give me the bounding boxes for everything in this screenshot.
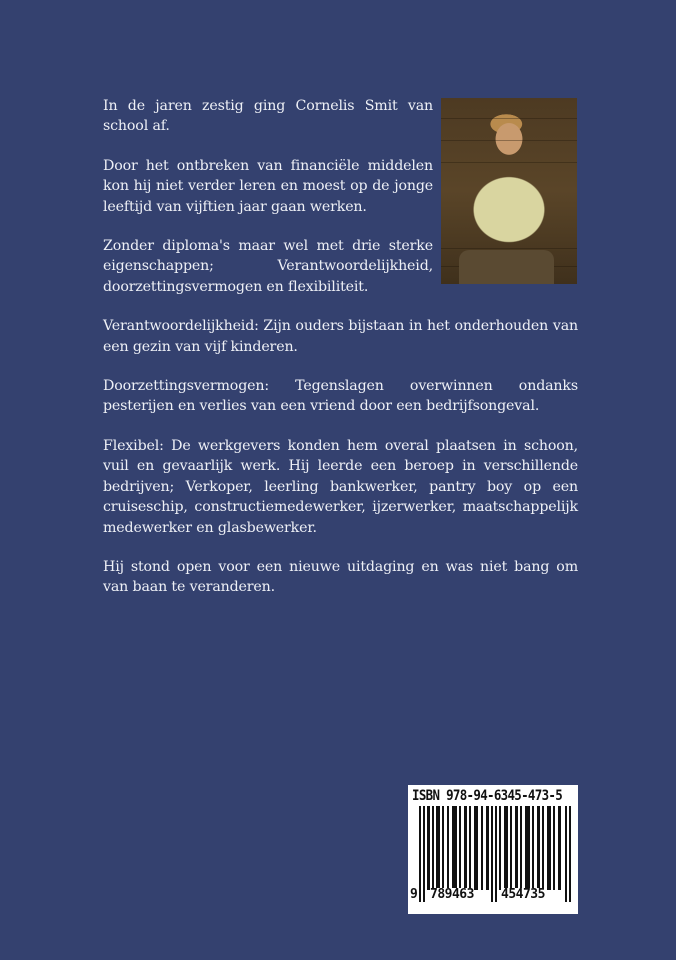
paragraph-responsibility: Verantwoordelijkheid: Zijn ouders bijstaan in het onderhouden van een gezin van vijf kinderen. xyxy=(103,318,578,355)
author-photo xyxy=(441,98,577,284)
photo-legs xyxy=(459,250,554,284)
paragraph-flexible: Flexibel: De werkgevers konden hem overal plaatsen in schoon, vuil en gevaarlijk werk. Hij leerde een beroep in verschillende bedrijven; Verkoper, leerling bankwerker, pantry boy op een cruiseschip, constructiemedewerker, ijzerwerker, maatschappelijk medewerker en glasbewerker. xyxy=(103,437,578,536)
paragraph-closing: Hij stond open voor een nieuwe uitdaging en was niet bang om van baan te veranderen. xyxy=(103,558,578,596)
ean-first-digit: 9 xyxy=(410,887,418,902)
paragraph-financial: Door het ontbreken van financiële middelen kon hij niet verder leren en moest op de jonge leeftijd van vijftien jaar gaan werken. xyxy=(103,157,433,215)
isbn-label: ISBN 978-94-6345-473-5 xyxy=(412,788,563,804)
paragraph-intro: In de jaren zestig ging Cornelis Smit van school af. xyxy=(103,98,433,135)
paragraph-qualities: Zonder diploma's maar wel met drie sterke eigenschappen; Verantwoordelijkheid, doorzettingsvermogen en flexibiliteit. xyxy=(103,238,433,295)
isbn-barcode xyxy=(408,785,578,914)
ean-left-group: 789463 xyxy=(430,887,474,902)
ean-right-group: 454735 xyxy=(501,887,545,902)
paragraph-perseverance: Doorzettingsvermogen: Tegenslagen overwinnen ondanks pesterijen en verlies van een vriend door een bedrijfsongeval. xyxy=(103,378,578,415)
